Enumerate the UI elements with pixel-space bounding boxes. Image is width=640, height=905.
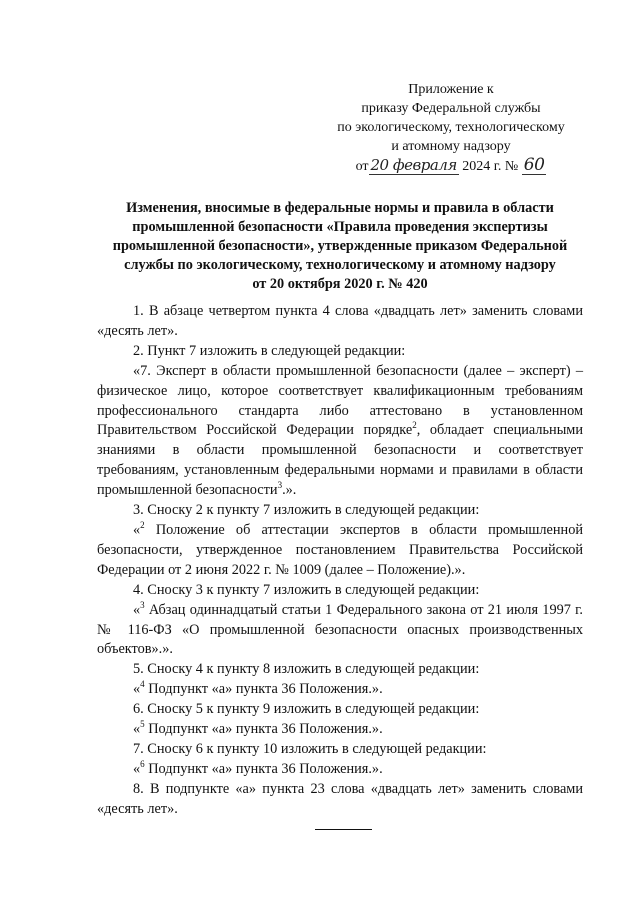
title-line: промышленной безопасности «Правила проведения экспертизы [132,219,548,235]
footnote-ref: 3 [277,480,283,491]
item-6: 6. Сноску 5 к пункту 9 изложить в следующей редакции: [133,701,480,718]
footnote-ref: 6 [140,759,145,770]
item-2: 2. Пункт 7 изложить в следующей редакции: [133,342,406,359]
title-line: Изменения, вносимые в федеральные нормы и правила в области [126,200,554,216]
title-line: от 20 октября 2020 г. № 420 [252,276,428,292]
handwritten-order-number: 60 [523,155,545,175]
item-3: 3. Сноску 2 к пункту 7 изложить в следующей редакции: [133,502,480,519]
date-prefix: от [355,159,369,174]
item-4-text: «$^3$ Абзац одиннадцатый статьи 1 Федерального закона от 21 июля 1997 г. № 116-ФЗ «О промышленной безопасности опасных производственных объектов».». [97,599,583,658]
item-5: 5. Сноску 4 к пункту 8 изложить в следующей редакции: [133,661,480,678]
footnote-ref: 3 [140,599,145,610]
appendix-line: по экологическому, технологическому [337,120,565,135]
item-3-text: «$^2$ Положение об аттестации экспертов в области промышленной безопасности, утвержденное постановлением Правительства Российской Федерации от 2 июня 2022 г. № 1009 (далее – Положение).». [97,520,583,578]
item-5-text: «$^4$ Подпункт «а» пункта 36 Положения.». [133,679,383,698]
handwritten-date: 20 февраля [370,156,457,174]
title-line: промышленной безопасности», утвержденные приказом Федеральной [112,238,568,254]
footnote-ref: 4 [140,679,145,690]
appendix-line: Приложение к [408,82,494,97]
footnote-ref: 2 [140,520,145,531]
item-7-text: «$^6$ Подпункт «а» пункта 36 Положения.». [133,759,383,777]
item-6-text: «$^5$ Подпункт «а» пункта 36 Положения.». [133,719,383,738]
appendix-header [318,80,584,176]
footnote-ref: 2 [412,420,417,431]
document-body [97,302,583,820]
item-1: 1. В абзаце четвертом пункта 4 слова «двадцать лет» заменить словами «десять лет». [97,303,583,339]
footnote-ref: 5 [140,719,145,730]
item-4: 4. Сноску 3 к пункту 7 изложить в следующей редакции: [133,581,480,598]
appendix-line: и атомному надзору [391,139,511,154]
order-date-line [318,156,584,176]
document-title [100,199,580,294]
date-suffix: 2024 г. № [462,159,519,174]
item-8: 8. В подпункте «а» пункта 23 слова «двадцать лет» заменить словами «десять лет». [97,780,583,817]
item-2-text: «7. Эксперт в области промышленной безопасности (далее – эксперт) – физическое лицо, которое соответствует квалификационным требованиям профессионального стандарта либо аттестовано в установленном Правительством Российской Федерации порядке$^2$, обладает специальными знаниями в области промышленной безопасности и соответствует требованиям, установленным федеральными нормами и правилами в области промышленной безопасности$^3$.». [97,362,583,499]
item-7: 7. Сноску 6 к пункту 10 изложить в следующей редакции: [133,740,487,757]
end-separator-line [315,829,372,830]
title-line: службы по экологическому, технологическому и атомному надзору [124,257,556,273]
appendix-line: приказу Федеральной службы [361,101,541,116]
